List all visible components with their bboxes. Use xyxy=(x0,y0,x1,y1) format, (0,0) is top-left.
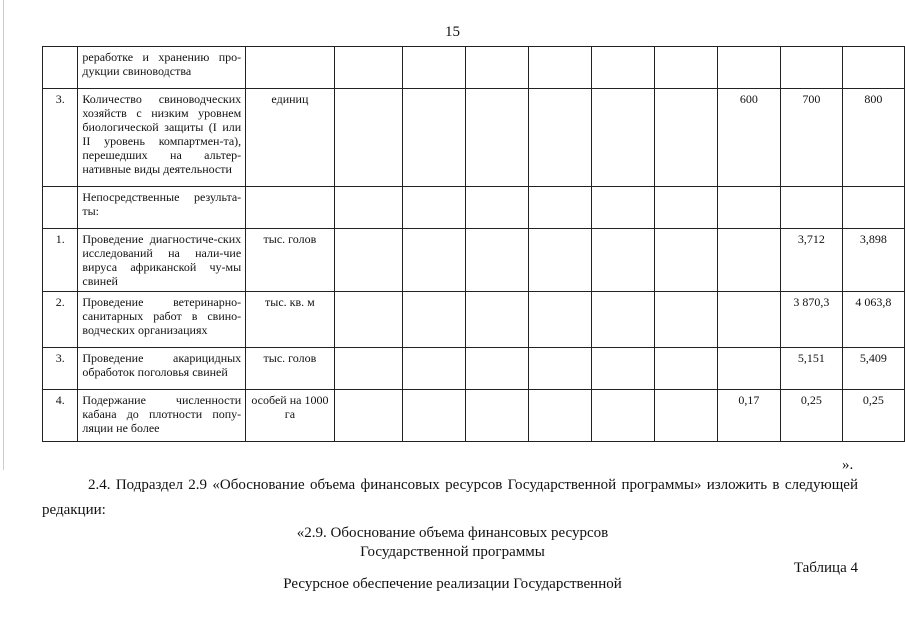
value-cell xyxy=(717,229,780,292)
value-cell xyxy=(591,348,654,390)
value-cell xyxy=(528,47,591,89)
indicator-name-cell: реработке и хранению про-дукции свиноводства xyxy=(78,47,246,89)
value-cell: 4 063,8 xyxy=(842,292,904,348)
amendment-paragraph-line-2: редакции: xyxy=(42,502,106,518)
value-cell xyxy=(402,89,465,187)
value-cell xyxy=(528,348,591,390)
value-cell xyxy=(465,292,528,348)
value-cell xyxy=(591,229,654,292)
value-cell xyxy=(591,89,654,187)
value-cell: 700 xyxy=(780,89,842,187)
value-cell xyxy=(591,47,654,89)
value-cell xyxy=(334,292,402,348)
row-number-cell xyxy=(43,187,78,229)
value-cell xyxy=(717,187,780,229)
value-cell xyxy=(842,47,904,89)
value-cell xyxy=(528,229,591,292)
value-cell xyxy=(465,229,528,292)
value-cell: 800 xyxy=(842,89,904,187)
value-cell: 3,712 xyxy=(780,229,842,292)
value-cell: 0,17 xyxy=(717,390,780,442)
value-cell xyxy=(717,348,780,390)
table-row xyxy=(43,47,905,89)
value-cell xyxy=(334,348,402,390)
value-cell xyxy=(465,390,528,442)
value-cell: 0,25 xyxy=(842,390,904,442)
row-number-cell: 1. xyxy=(43,229,78,292)
value-cell: 5,409 xyxy=(842,348,904,390)
value-cell: 3,898 xyxy=(842,229,904,292)
indicator-name-cell: Непосредственные результа-ты: xyxy=(78,187,246,229)
indicator-name-cell: Количество свиноводческих хозяйств с низким уровнем биологической защиты (I или II уровень компартмен-та), перешедших на альтер-нативные виды деятельности xyxy=(78,89,246,187)
value-cell xyxy=(591,292,654,348)
unit-cell: единиц xyxy=(246,89,334,187)
table-row xyxy=(43,229,905,292)
row-number-cell: 4. xyxy=(43,390,78,442)
value-cell: 5,151 xyxy=(780,348,842,390)
value-cell xyxy=(780,187,842,229)
value-cell xyxy=(402,390,465,442)
table-row xyxy=(43,187,905,229)
value-cell xyxy=(334,89,402,187)
table-row xyxy=(43,292,905,348)
section-title-line-1: «2.9. Обоснование объема финансовых ресурсов xyxy=(296,525,609,541)
value-cell: 0,25 xyxy=(780,390,842,442)
value-cell xyxy=(654,390,717,442)
value-cell xyxy=(334,229,402,292)
row-number-cell: 3. xyxy=(43,348,78,390)
value-cell xyxy=(402,229,465,292)
row-number-cell: 2. xyxy=(43,292,78,348)
page-number: 15 xyxy=(445,24,460,40)
value-cell xyxy=(334,390,402,442)
indicator-name-cell: Подержание численности кабана до плотности попу-ляции не более xyxy=(78,390,246,442)
table-row xyxy=(43,390,905,442)
value-cell xyxy=(402,47,465,89)
value-cell xyxy=(465,187,528,229)
value-cell xyxy=(528,89,591,187)
scan-edge-mark xyxy=(3,0,4,470)
row-number-cell: 3. xyxy=(43,89,78,187)
value-cell xyxy=(465,348,528,390)
row-number-cell xyxy=(43,47,78,89)
results-table-body xyxy=(43,47,905,442)
value-cell xyxy=(528,390,591,442)
value-cell xyxy=(654,89,717,187)
table-caption: Ресурсное обеспечение реализации Государственной xyxy=(283,576,622,592)
unit-cell: тыс. голов xyxy=(246,348,334,390)
value-cell: 600 xyxy=(717,89,780,187)
value-cell xyxy=(402,348,465,390)
unit-cell: тыс. голов xyxy=(246,229,334,292)
table-row xyxy=(43,89,905,187)
amendment-paragraph-line-1: 2.4. Подраздел 2.9 «Обоснование объема финансовых ресурсов Государственной программы» изложить в следующей xyxy=(88,477,858,493)
value-cell xyxy=(654,292,717,348)
value-cell xyxy=(334,47,402,89)
amendment-paragraph xyxy=(42,473,858,523)
value-cell xyxy=(591,390,654,442)
value-cell xyxy=(402,187,465,229)
value-cell xyxy=(654,229,717,292)
value-cell xyxy=(591,187,654,229)
value-cell: 3 870,3 xyxy=(780,292,842,348)
unit-cell: особей на 1000 га xyxy=(246,390,334,442)
value-cell xyxy=(334,187,402,229)
unit-cell: тыс. кв. м xyxy=(246,292,334,348)
unit-cell xyxy=(246,187,334,229)
section-title xyxy=(0,524,905,562)
value-cell xyxy=(402,292,465,348)
value-cell xyxy=(654,47,717,89)
value-cell xyxy=(654,187,717,229)
value-cell xyxy=(528,292,591,348)
value-cell xyxy=(465,47,528,89)
value-cell xyxy=(717,292,780,348)
value-cell xyxy=(780,47,842,89)
value-cell xyxy=(842,187,904,229)
closing-quote: ». xyxy=(842,457,854,473)
value-cell xyxy=(717,47,780,89)
indicator-name-cell: Проведение ветеринарно-санитарных работ в свино-водческих организациях xyxy=(78,292,246,348)
indicator-name-cell: Проведение акарицидных обработок поголовья свиней xyxy=(78,348,246,390)
table-row xyxy=(43,348,905,390)
unit-cell xyxy=(246,47,334,89)
section-title-line-2: Государственной программы xyxy=(360,544,545,560)
value-cell xyxy=(528,187,591,229)
value-cell xyxy=(465,89,528,187)
results-table xyxy=(42,46,905,442)
value-cell xyxy=(654,348,717,390)
indicator-name-cell: Проведение диагностиче-ских исследований на нали-чие вируса африканской чу-мы свиней xyxy=(78,229,246,292)
table-label: Таблица 4 xyxy=(793,560,858,576)
